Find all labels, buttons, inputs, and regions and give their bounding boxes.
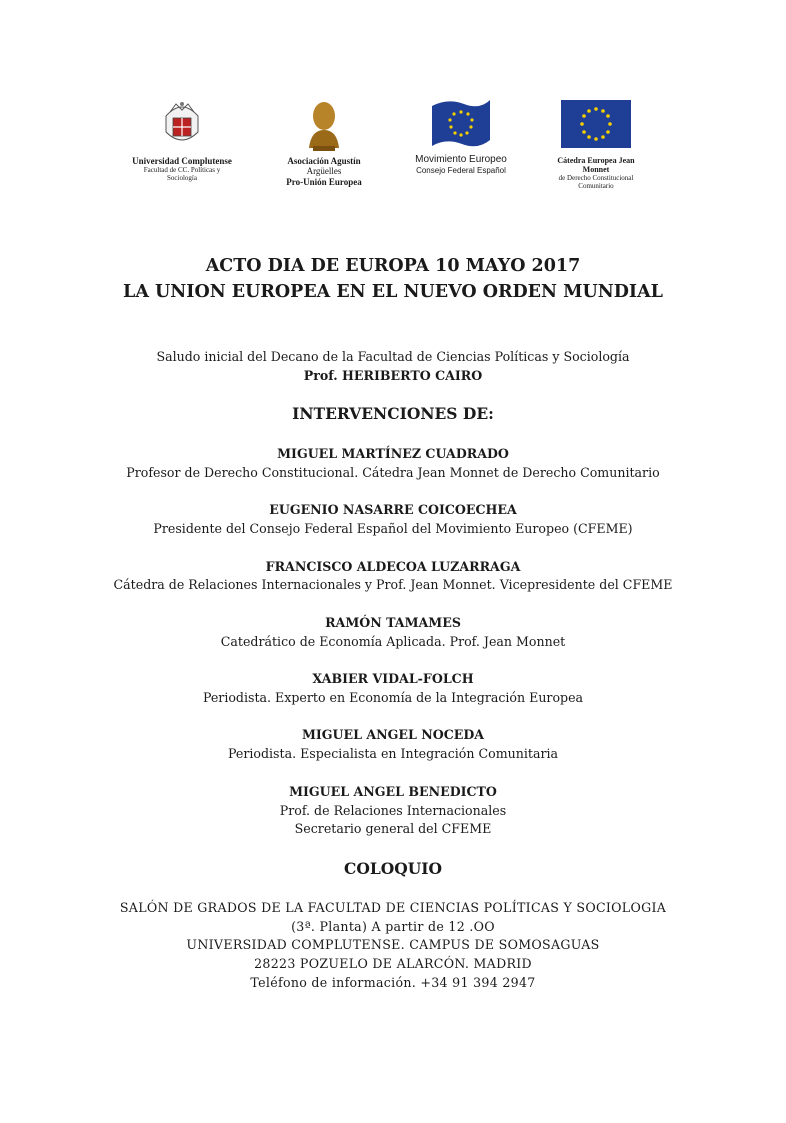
eu-flag-wave-icon <box>428 96 494 152</box>
speaker-name: MIGUEL ANGEL BENEDICTO <box>289 784 497 799</box>
speaker-role: Periodista. Especialista en Integración Comunitaria <box>227 746 559 761</box>
speaker-role: Prof. de Relaciones Internacionales <box>279 803 507 818</box>
venue-line2: (3ª. Planta) A partir de 12 .OO <box>291 919 495 934</box>
logo-cejm <box>544 100 648 190</box>
colloquium-heading: COLOQUIO <box>343 859 442 878</box>
aaa-name1: Asociación Agustín <box>287 156 361 166</box>
speaker-role: Presidente del Consejo Federal Español del Movimiento Europeo (CFEME) <box>153 521 633 536</box>
speaker-name: MIGUEL ANGEL NOCEDA <box>301 727 485 742</box>
speaker-role-2: Secretario general del CFEME <box>294 821 492 836</box>
speaker-role: Periodista. Experto en Economía de la Integración Europea <box>202 690 584 705</box>
speaker-name: XABIER VIDAL-FOLCH <box>312 671 474 686</box>
ucm-sub1: Facultad de CC. Políticas y <box>143 166 221 175</box>
cejm-sub1: de Derecho Constitucional <box>558 174 634 183</box>
speaker-role: Catedrático de Economía Aplicada. Prof. Jean Monnet <box>220 634 566 649</box>
ucm-crest-icon <box>158 98 206 150</box>
venue-line1: SALÓN DE GRADOS DE LA FACULTAD DE CIENCIAS POLÍTICAS Y SOCIOLOGIA <box>119 900 667 915</box>
speaker-name: MIGUEL MARTÍNEZ CUADRADO <box>277 446 509 461</box>
venue-line4: 28223 POZUELO DE ALARCÓN. MADRID <box>254 956 532 971</box>
aaa-name3: Pro-Unión Europea <box>286 176 362 187</box>
interventions-heading: INTERVENCIONES DE: <box>292 404 494 423</box>
me-sub: Consejo Federal Español <box>416 165 506 175</box>
eu-flag-icon <box>561 100 631 148</box>
me-name: Movimiento Europeo <box>415 154 507 165</box>
ucm-sub2: Sociología <box>167 174 197 183</box>
logo-aaa <box>262 98 386 187</box>
speaker-name: EUGENIO NASARRE COICOECHEA <box>269 502 517 517</box>
venue-line3: UNIVERSIDAD COMPLUTENSE. CAMPUS DE SOMOSAGUAS <box>186 937 600 952</box>
venue-phone: Teléfono de información. +34 91 394 2947 <box>250 975 536 990</box>
aaa-name2: Argüelles <box>306 166 342 177</box>
speaker-name: RAMÓN TAMAMES <box>325 615 461 630</box>
title-line2: LA UNION EUROPEA EN EL NUEVO ORDEN MUNDIAL <box>123 282 663 302</box>
cejm-name2: Monnet <box>582 165 610 175</box>
cejm-sub2: Comunitario <box>578 182 614 191</box>
welcome-name: Prof. HERIBERTO CAIRO <box>303 368 483 383</box>
speaker-role: Cátedra de Relaciones Internacionales y Prof. Jean Monnet. Vicepresidente del CFEME <box>113 577 673 592</box>
speaker-name: FRANCISCO ALDECOA LUZARRAGA <box>265 559 521 574</box>
welcome-line: Saludo inicial del Decano de la Facultad de Ciencias Políticas y Sociología <box>156 349 630 364</box>
logo-me <box>396 96 526 175</box>
logo-ucm <box>108 98 256 182</box>
speaker-role: Profesor de Derecho Constitucional. Cátedra Jean Monnet de Derecho Comunitario <box>126 465 660 480</box>
bust-statue-icon <box>299 98 349 152</box>
cejm-name1: Cátedra Europea Jean <box>557 156 635 165</box>
ucm-name: Universidad Complutense <box>132 156 232 166</box>
title-line1: ACTO DIA DE EUROPA 10 MAYO 2017 <box>205 256 581 276</box>
